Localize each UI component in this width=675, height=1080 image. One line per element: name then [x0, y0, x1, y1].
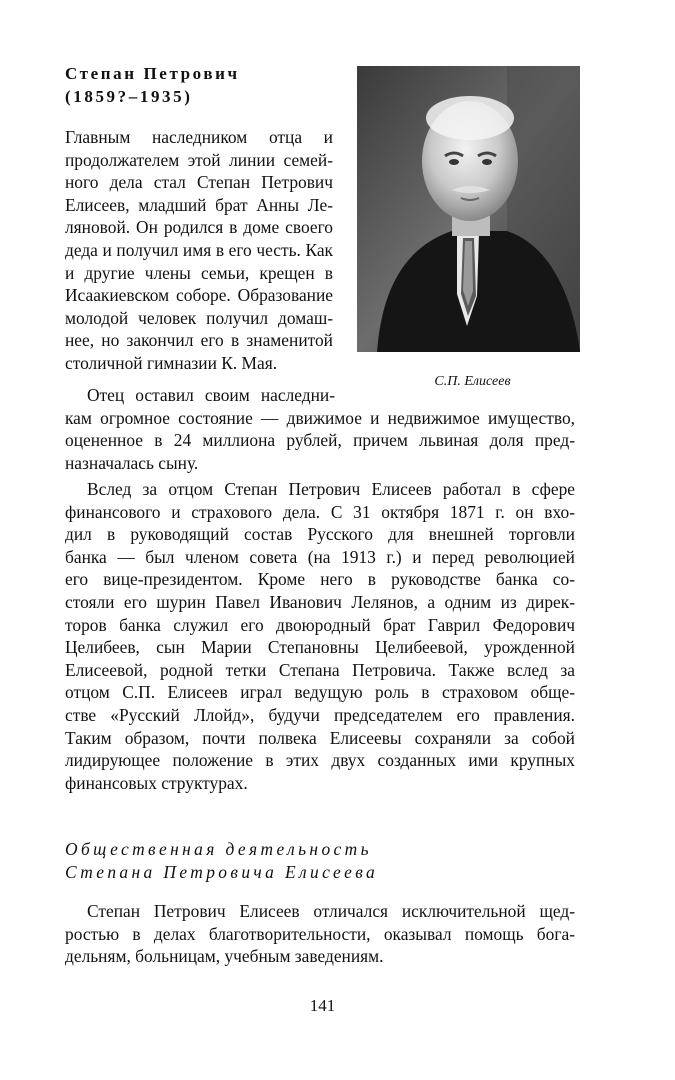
section-heading: [65, 838, 378, 884]
text-line: Главным наследником отца и: [65, 127, 333, 147]
text-line: торов банка служил его двоюродный брат Гаврил Федорович: [65, 614, 575, 635]
heading-name: Степан Петрович: [65, 64, 240, 83]
text-line: деда и получил имя в его честь. Как: [65, 239, 333, 260]
text-line: Таким образом, почти полвека Елисеевы сохраняли за собой: [65, 727, 575, 748]
paragraph-3: [65, 478, 575, 794]
text-line: Целибеев, сын Марии Степановны Целибеевой, урожденной: [65, 637, 575, 658]
section-heading-line-1: Общественная деятельность: [65, 839, 372, 859]
section-heading-line-2: Степана Петровича Елисеева: [65, 862, 379, 882]
paragraph-4: [65, 900, 575, 968]
text-line: Исаакиевском соборе. Образование: [65, 285, 333, 306]
text-line: Степан Петрович Елисеев отличался исключительной щед-: [87, 901, 575, 921]
text-line: кам огромное состояние — движимое и недвижимое имущество,: [65, 407, 575, 428]
text-line: молодой человек получил домаш-: [65, 307, 333, 328]
text-line: Елисеев, младший брат Анны Ле-: [65, 194, 333, 215]
heading-years: (1859?–1935): [65, 87, 193, 106]
text-line: оцененное в 24 миллиона рублей, причем львиная доля пред-: [65, 430, 575, 451]
text-line: Вслед за отцом Степан Петрович Елисеев работал в сфере: [87, 479, 575, 499]
text-line: Отец оставил своим наследни-: [87, 385, 335, 405]
text-line: ростью в делах благотворительности, оказывал помощь бога-: [65, 923, 575, 944]
text-line: и другие члены семьи, крещен в: [65, 262, 333, 283]
text-line: отцом С.П. Елисеев играл ведущую роль в страховом обще-: [65, 682, 575, 703]
text-line: финансового и страхового дела. С 31 октября 1871 г. он вхо-: [65, 501, 575, 522]
book-page: [65, 62, 580, 1062]
text-line: дельням, больницам, учебным заведениям.: [65, 946, 384, 967]
text-line: назначалась сыну.: [65, 452, 199, 473]
text-line: столичной гимназии К. Мая.: [65, 352, 278, 373]
text-line: Елисеевой, родной тетки Степана Петровича. Также вслед за: [65, 659, 575, 680]
text-line: финансовых структурах.: [65, 772, 248, 793]
text-line: его вице-президентом. Кроме него в руководстве банка со-: [65, 569, 575, 590]
portrait-photo: [357, 66, 580, 352]
paragraph-1: [65, 126, 333, 375]
text-line: ного дела стал Степан Петрович: [65, 172, 333, 193]
paragraph-2: [65, 384, 575, 474]
text-line: банка — был членом совета (на 1913 г.) и перед революцией: [65, 546, 575, 567]
text-line: стояли его шурин Павел Иванович Лелянов, а одним из дирек-: [65, 591, 575, 612]
portrait-caption: С.П. Елисеев: [434, 374, 511, 389]
text-line: продолжателем этой линии семей-: [65, 149, 333, 170]
text-line: лидирующее положение в этих двух созданных ими крупных: [65, 750, 575, 771]
text-line: ляновой. Он родился в доме своего: [65, 217, 333, 238]
text-line: дил в руководящий состав Русского для внешней торговли: [65, 524, 575, 545]
portrait-figure: [357, 66, 580, 390]
text-line: нее, но закончил его в знаменитой: [65, 330, 333, 351]
page-number: 141: [309, 996, 336, 1015]
text-line: стве «Русский Ллойд», будучи председателем его правления.: [65, 704, 575, 725]
